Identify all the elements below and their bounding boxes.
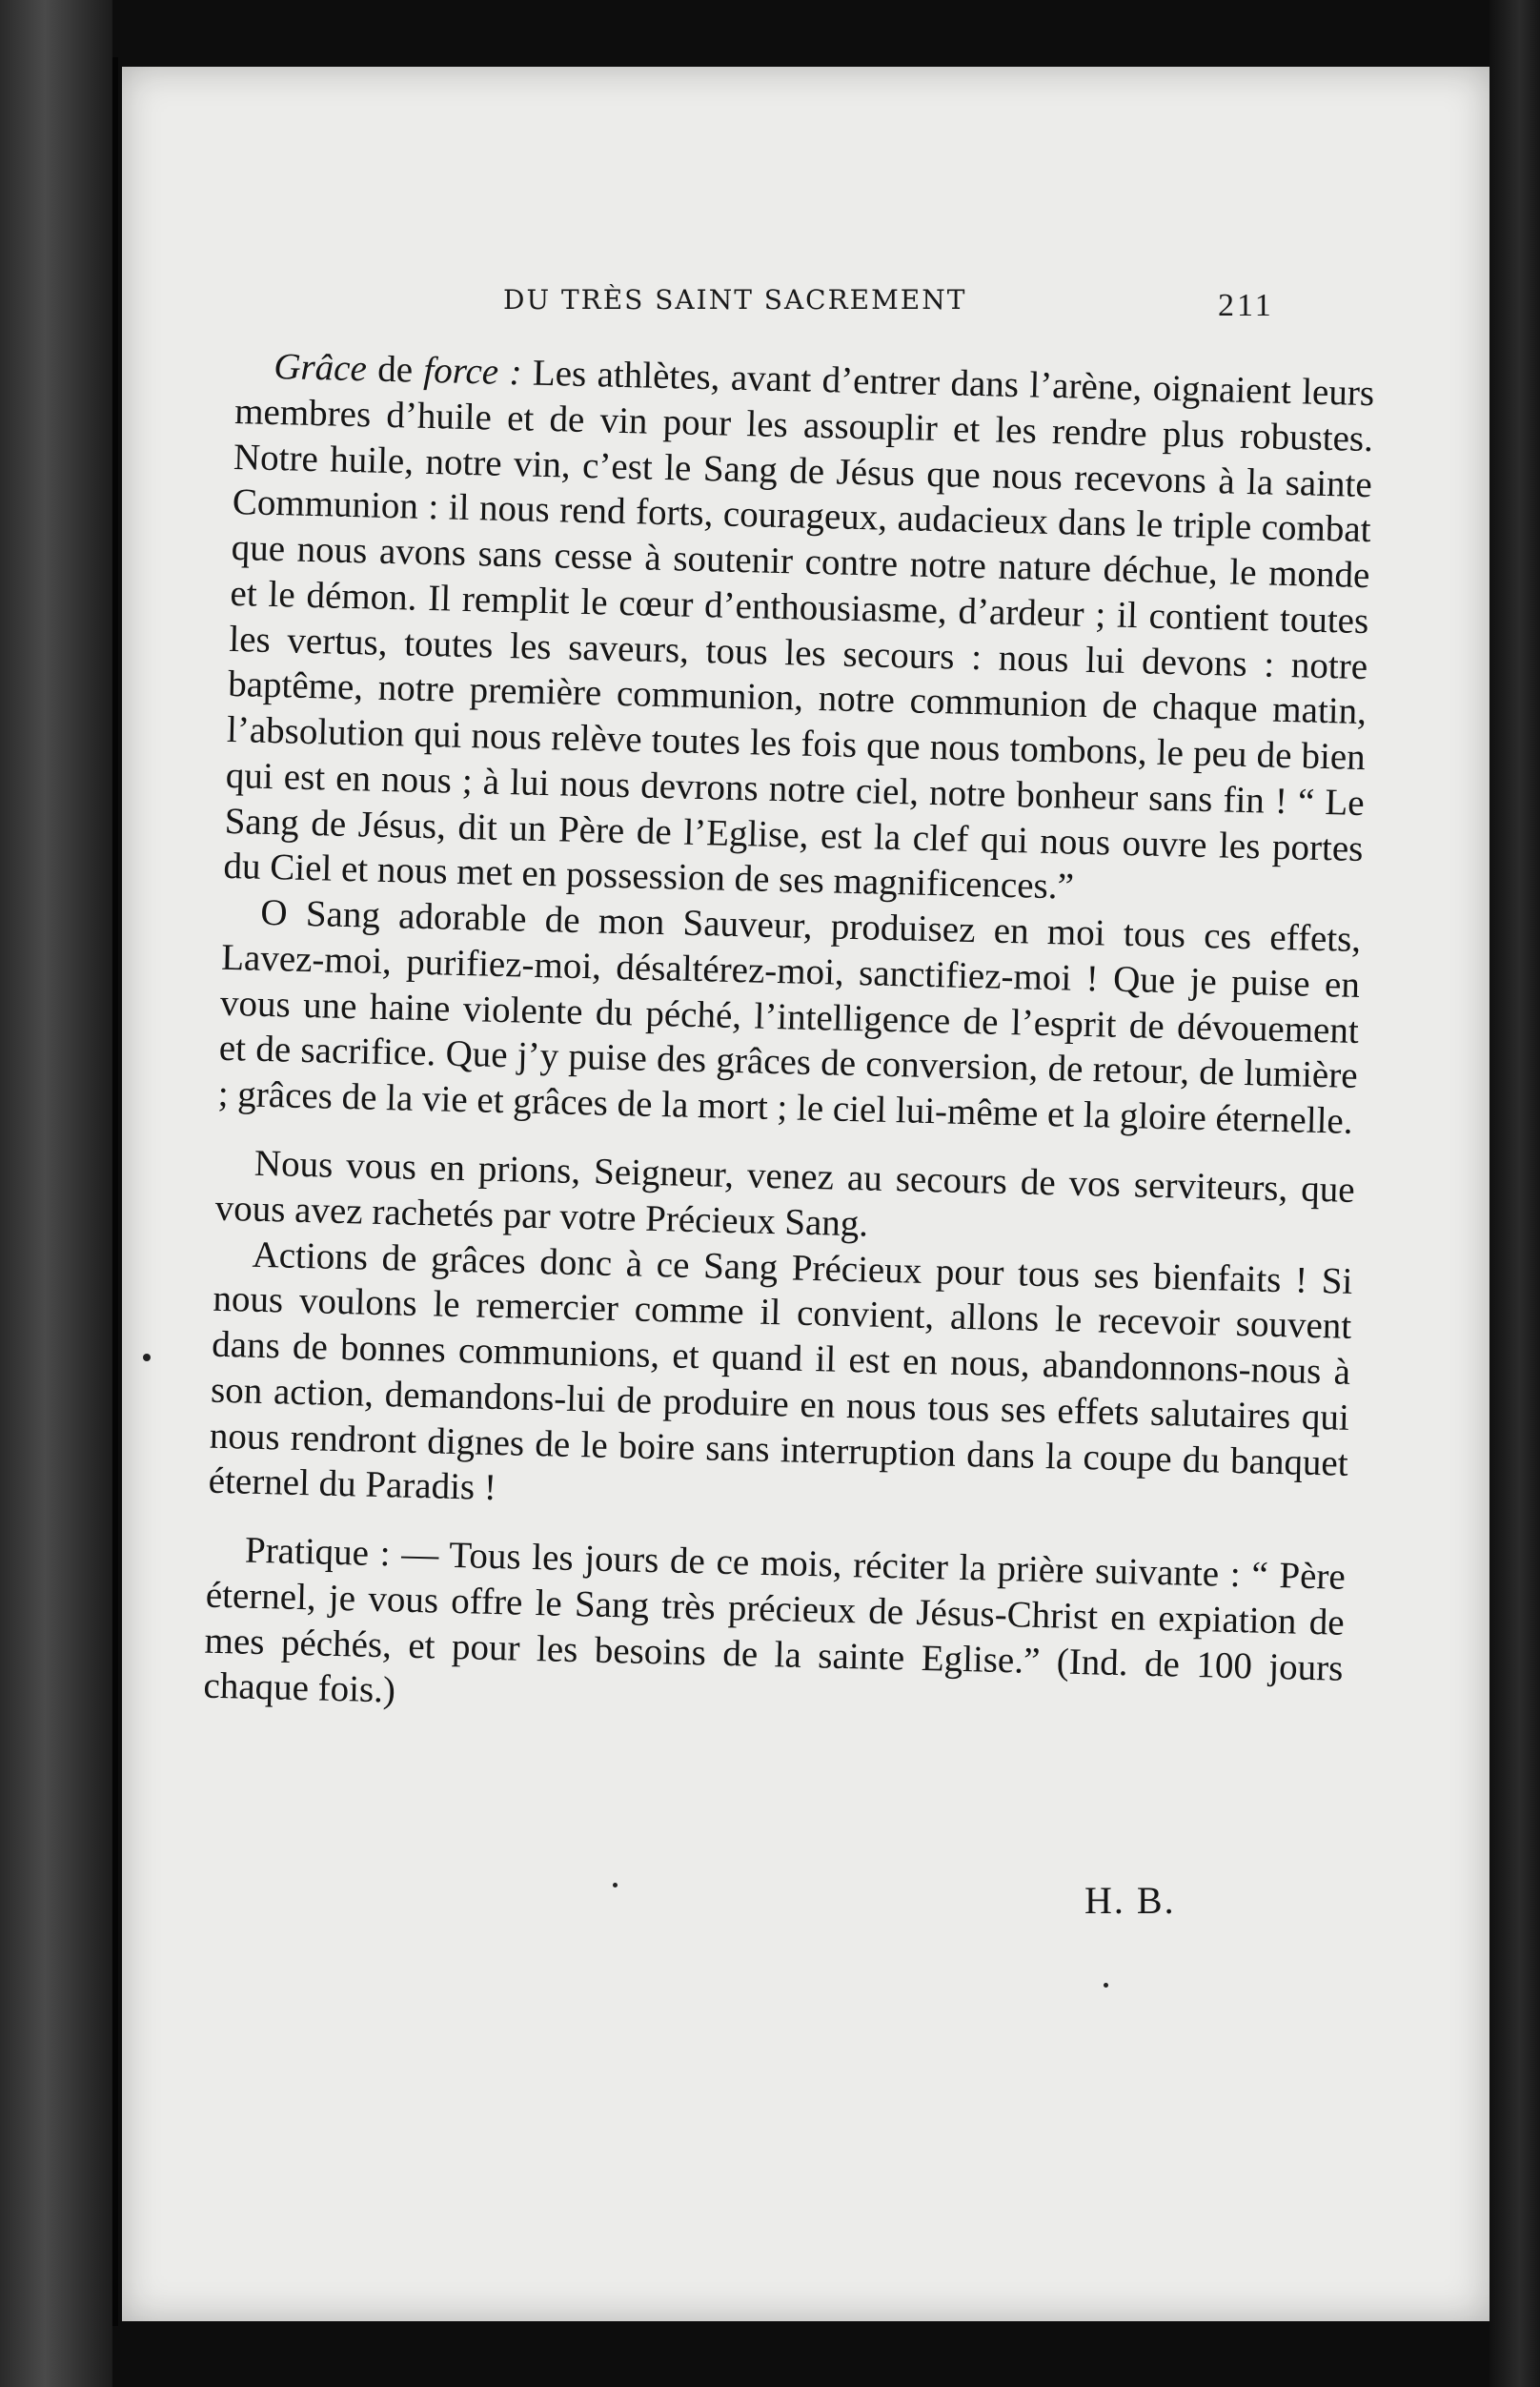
page-header [122,276,1489,334]
paragraph-grace-de-force-text: Les athlètes, avant d’entrer dans l’arène, oignaient leurs membres d’huile et de vin pour les assouplir et les rendre plus robustes. Notre huile, notre vin, c’est le Sang de Jésus que nous recevons à la sainte Communion : il nous rend forts, courageux, audacieux dans le triple combat que nous avons sans cesse à soutenir contre notre nature déchue, le monde et le démon. Il remplit le cœur d’enthousiasme, d’ardeur ; il contient toutes les vertus, toutes les saveurs, tous les secours : nous lui devons : notre baptême, notre première communion, notre communion de chaque matin, l’absolution qui nous relève toutes les fois que nous tombons, le peu de bien qui est en nous ; à lui nous devrons notre ciel, notre bonheur sans fin ! “ Le Sang de Jésus, dit un Père de l’Eglise, est la clef qui nous ouvre les portes du Ciel et nous met en possession de ses magnificences.” [223,352,1375,908]
text-de: de [366,348,425,391]
italic-grace: Grâce [273,345,368,390]
paragraph-pratique: Pratique : — Tous les jours de ce mois, réciter la prière suivante : “ Père éternel, je vous offre le Sang très précieux de Jésus-Christ en expiation de mes péchés, et pour les besoins de la sainte Eglise.” (Ind. de 100 jours chaque fois.) [203,1529,1347,1711]
paragraph-actions-de-graces: Actions de grâces donc à ce Sang Précieux pour tous ses bienfaits ! Si nous voulons le remercier comme il convient, allons le recevoir souvent dans de bonnes communions, et quand il est en nous, abandonnons-nous à son action, demandons-lui de produire en nous tous ses effets salutaires qui nous rendront dignes de le boire sans interruption dans la coupe du banquet éternel du Paradis ! [208,1234,1353,1509]
body-text [203,343,1375,1737]
page-number: 211 [1218,288,1274,323]
running-title: DU TRÈS SAINT SACREMENT [503,284,967,316]
print-speck [613,1883,618,1887]
print-speck [143,1354,151,1361]
print-speck [1104,1983,1108,1988]
author-signature: H. B. [1084,1879,1176,1922]
italic-force: force : [422,349,523,394]
paragraph-grace-de-force [223,343,1375,917]
right-page-edge [1489,0,1540,2387]
adjacent-page-edge [0,0,112,2387]
book-page [122,67,1489,2321]
paragraph-prayer: Nous vous en prions, Seigneur, venez au secours de vos serviteurs, que vous avez rachetés par votre Précieux Sang. [214,1142,1356,1245]
paragraph-o-sang: O Sang adorable de mon Sauveur, produisez en moi tous ces effets, Lavez-moi, purifiez-moi, désaltérez-moi, sanctifiez-moi ! Que je puise en vous une haine violente du péché, l’intelligence de l’esprit de dévouement et de sacrifice. Que j’y puise des grâces de conversion, de retour, de lumière ; grâces de la vie et grâces de la mort ; le ciel lui-même et la gloire éternelle. [217,891,1362,1143]
gutter-shadow [112,57,118,2326]
